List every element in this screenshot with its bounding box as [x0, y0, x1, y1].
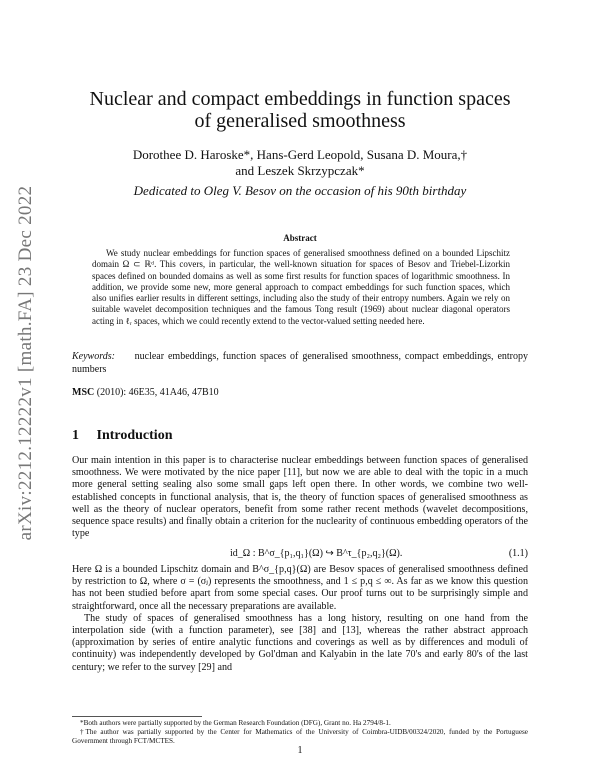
- section-heading: [72, 428, 172, 444]
- authors: [80, 147, 520, 179]
- footnote-rule: [72, 716, 202, 717]
- footnote-2: †The author was partially supported by the Center for Mathematics of the University of Coimbra-UIDB/00324/2020, funded by the Portuguese Government through FCT/MCTES.: [72, 728, 528, 745]
- abstract-text: We study nuclear embeddings for function spaces of generalised smoothness defined on a bounded Lipschitz domain Ω ⊂ ℝᵈ. This covers, in particular, the well-known situation for spaces of Besov and Triebel-Lizorkin spaces defined on bounded domains as well as some first results for function spaces of logarithmic smoothness. In addition, we provide some new, more general approach to compact embeddings for such function spaces, which also unifies earlier results in different settings, including also the study of their entropy numbers. Again we rely on suitable wavelet decomposition techniques and the famous Tong result (1969) about nuclear diagonal operators acting in ℓᵣ spaces, which we could recently extend to the vector-valued setting needed here.: [92, 248, 510, 326]
- section-number: 1: [72, 428, 79, 443]
- equation-number: (1.1): [508, 548, 528, 559]
- title-line-2: of generalised smoothness: [194, 110, 406, 132]
- footnotes: [72, 719, 528, 746]
- section-title: Introduction: [96, 428, 173, 443]
- paper-title: [60, 88, 540, 132]
- keywords: [72, 351, 528, 376]
- msc-classification: [72, 387, 528, 398]
- title-line-1: Nuclear and compact embeddings in function spaces: [89, 88, 511, 110]
- paragraph-text: Our main intention in this paper is to characterise nuclear embeddings between function spaces of generalised smoothness. We were motivated by the nice paper [11], but now we are able to deal with the topic in a much more general setting sealing also some small gaps left open there. In other words, we combine two well-established concepts in functional analysis, that is, the theory of function spaces of generalised smoothness as well as the theory of nuclear operators, benefit from some rather recent methods (wavelet decompositions, sequence space results) and finally obtain a criterion for the nuclearity of continuous embedding operators of the type: [72, 455, 528, 540]
- paragraph-text: Here Ω is a bounded Lipschitz domain and B^σ_{p,q}(Ω) are Besov spaces of generalised smoothness defined by restriction to Ω, where σ = (σⱼ) represents the smoothness, and 1 ≤ p,q ≤ ∞. As far as we know this question has not been studied before apart from some special cases. Our proof turns out to be surprisingly simple and straightforward, once all the necessary preparations are available.: [72, 564, 528, 612]
- arxiv-stamp: arXiv:2212.12222v1 [math.FA] 23 Dec 2022: [15, 185, 36, 541]
- equation-formula: id_Ω : B^σ_{p₁,q₁}(Ω) ↪ B^τ_{p₂,q₂}(Ω).: [230, 548, 403, 559]
- keywords-label: Keywords:: [72, 351, 115, 362]
- intro-paragraph-1: [72, 455, 528, 540]
- intro-paragraphs-2-3: [72, 564, 528, 674]
- authors-line-2: and Leszek Skrzypczak*: [235, 163, 365, 178]
- footnote-1: *Both authors were partially supported by the German Research Foundation (DFG), Grant no. Ha 2794/8-1.: [80, 719, 391, 727]
- paragraph-text: The study of spaces of generalised smoothness has a long history, resulting on one hand from the interpolation side (with a function parameter), see [38] and [13], whereas the rather abstract approach (approximation by series of entire analytic functions and coverings as well as by differences and moduli of continuity) was independently developed by Gol'dman and Kalyabin in the late 70's and early 80's of the last century; we refer to the survey [29] and: [72, 612, 528, 673]
- authors-line-1: Dorothee D. Haroske*, Hans-Gerd Leopold, Susana D. Moura,†: [132, 147, 468, 162]
- msc-label: MSC: [72, 387, 95, 398]
- page-number: 1: [297, 745, 303, 756]
- dedication: Dedicated to Oleg V. Besov on the occasion of his 90th birthday: [133, 183, 467, 198]
- keywords-text: nuclear embeddings, function spaces of generalised smoothness, compact embeddings, entropy numbers: [72, 351, 528, 375]
- msc-text: (2010): 46E35, 41A46, 47B10: [96, 387, 219, 398]
- abstract-heading: Abstract: [283, 233, 317, 243]
